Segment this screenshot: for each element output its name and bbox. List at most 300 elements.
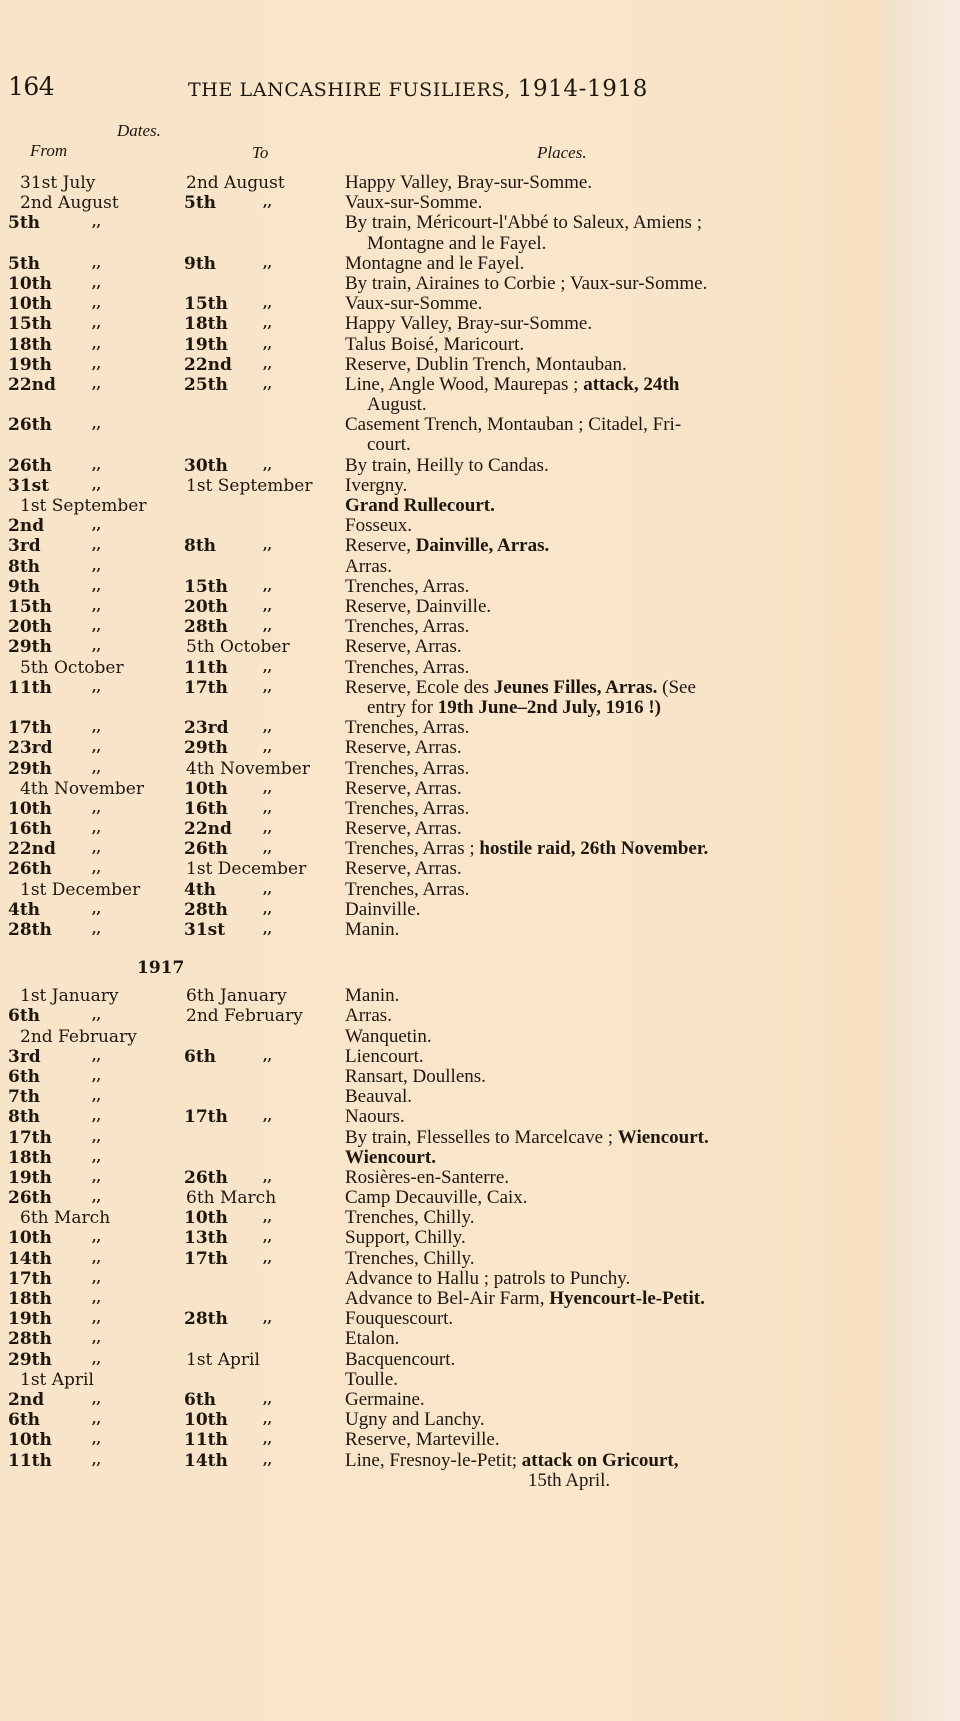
place-text: Trenches, Arras. — [345, 717, 470, 739]
from-date: 20th — [8, 617, 52, 638]
table-row — [0, 557, 880, 577]
from-date: 6th March — [20, 1208, 111, 1229]
from-ditto-mark: ,, — [92, 1432, 102, 1448]
from-date: 2nd August — [20, 193, 119, 214]
place-entry — [345, 1249, 793, 1269]
place-entry — [345, 819, 793, 839]
place-text: By train, Flesselles to Marcelcave ; Wiencourt. — [345, 1126, 709, 1148]
table-row — [0, 1249, 880, 1269]
place-text: Toulle. — [345, 1368, 399, 1390]
table-row — [0, 920, 880, 940]
to-ditto-mark: ,, — [263, 1311, 273, 1327]
to-ditto-mark: ,, — [263, 1210, 273, 1226]
table-row — [0, 1168, 880, 1188]
table-row — [0, 986, 880, 1006]
from-date: 8th — [8, 1107, 41, 1128]
place-text: Reserve, Marteville. — [345, 1429, 500, 1451]
place-entry — [345, 1451, 793, 1491]
place-text: Arras. — [345, 555, 392, 577]
from-date: 10th — [8, 798, 52, 819]
place-text — [345, 1147, 436, 1168]
from-date: 17th — [8, 1268, 52, 1289]
from-date: 5th — [8, 213, 41, 234]
table-row — [0, 900, 880, 920]
place-emphasis: attack, 24th — [583, 373, 680, 395]
place-continuation: August. — [367, 394, 427, 416]
from-date: 1st April — [20, 1369, 94, 1390]
place-entry — [345, 900, 793, 920]
place-entry — [345, 314, 793, 334]
to-ditto-mark: ,, — [263, 1250, 273, 1266]
to-date: 1st December — [186, 859, 307, 880]
place-entry — [345, 456, 793, 476]
place-entry — [345, 799, 793, 819]
place-entry — [345, 1067, 793, 1087]
to-ditto-mark: ,, — [263, 1230, 273, 1246]
from-ditto-mark: ,, — [92, 1089, 102, 1105]
place-entry — [345, 193, 793, 213]
from-ditto-mark: ,, — [92, 679, 102, 695]
place-entry — [345, 1087, 793, 1107]
to-ditto-mark: ,, — [263, 376, 273, 392]
place-text: Reserve, Dublin Trench, Montauban. — [345, 353, 627, 375]
page-number: 164 — [8, 72, 55, 101]
to-date: 29th — [184, 738, 228, 759]
to-ditto-mark: ,, — [263, 1452, 273, 1468]
to-ditto-mark: ,, — [263, 1432, 273, 1448]
to-date: 16th — [184, 798, 228, 819]
places-header: Places. — [537, 143, 587, 162]
place-text: Ransart, Doullens. — [345, 1065, 486, 1087]
table-row — [0, 799, 880, 819]
from-date: 1st January — [20, 986, 119, 1007]
place-text: Reserve, Dainville. — [345, 595, 492, 617]
table-row — [0, 718, 880, 738]
from-date: 18th — [8, 334, 52, 355]
to-date: 15th — [184, 576, 228, 597]
table-row — [0, 597, 880, 617]
table-row — [0, 839, 880, 859]
table-row — [0, 213, 880, 253]
place-entry — [345, 1370, 793, 1390]
from-date: 23rd — [8, 738, 53, 759]
to-ditto-mark: ,, — [263, 255, 273, 271]
from-date: 15th — [8, 314, 52, 335]
from-date: 7th — [8, 1087, 41, 1108]
year-label: 1917 — [137, 958, 185, 979]
place-text: Dainville. — [345, 898, 421, 920]
to-ditto-mark: ,, — [263, 1412, 273, 1428]
place-text: Happy Valley, Bray-sur-Somme. — [345, 172, 593, 193]
to-ditto-mark: ,, — [263, 336, 273, 352]
place-emphasis: Wiencourt. — [345, 1146, 436, 1168]
from-date: 2nd — [8, 1389, 45, 1410]
to-date: 1st September — [186, 475, 313, 496]
to-date: 20th — [184, 596, 228, 617]
place-continuation: Montagne and le Fayel. — [367, 232, 547, 254]
place-entry — [345, 294, 793, 314]
from-ditto-mark: ,, — [92, 1291, 102, 1306]
table-row — [0, 1329, 880, 1349]
place-text: Reserve, Dainville, Arras. — [345, 535, 550, 557]
table-row — [0, 193, 880, 213]
to-date: 6th — [184, 1046, 217, 1067]
from-date: 19th — [8, 354, 52, 375]
table-row — [0, 476, 880, 496]
table-row — [0, 1087, 880, 1107]
from-date: 31st — [8, 475, 50, 496]
place-entry — [345, 496, 793, 516]
from-date: 5th — [8, 253, 41, 274]
from-date: 10th — [8, 1430, 52, 1451]
place-text: Ivergny. — [345, 474, 408, 496]
from-header: From — [30, 141, 68, 160]
from-date: 6th — [8, 1066, 41, 1087]
place-text — [345, 495, 495, 516]
from-date: 22nd — [8, 839, 56, 860]
from-ditto-mark: ,, — [92, 316, 102, 332]
place-text: Vaux-sur-Somme. — [345, 293, 483, 315]
from-ditto-mark: ,, — [92, 477, 102, 493]
to-date: 25th — [184, 374, 228, 395]
to-date: 1st April — [186, 1349, 260, 1370]
table-row — [0, 375, 880, 415]
to-ditto-mark: ,, — [263, 619, 273, 635]
place-text: Trenches, Arras. — [345, 797, 470, 819]
place-text: Reserve, Arras. — [345, 818, 462, 840]
from-ditto-mark: ,, — [92, 1230, 102, 1246]
place-text: Trenches, Chilly. — [345, 1207, 475, 1229]
place-text: Naours. — [345, 1106, 405, 1128]
from-date: 29th — [8, 758, 52, 779]
to-ditto-mark: ,, — [263, 740, 273, 756]
from-ditto-mark: ,, — [92, 1169, 102, 1185]
to-date: 8th — [184, 536, 217, 557]
to-ditto-mark: ,, — [263, 821, 273, 837]
place-text: Montagne and le Fayel. — [345, 252, 525, 274]
place-entry — [345, 557, 793, 577]
place-text: By train, Airaines to Corbie ; Vaux-sur-Somme. — [345, 272, 708, 294]
to-ditto-mark: ,, — [263, 195, 273, 211]
to-date: 17th — [184, 677, 228, 698]
place-entry — [345, 1430, 793, 1450]
place-entry — [345, 986, 793, 1006]
from-ditto-mark: ,, — [92, 457, 102, 473]
place-entry — [345, 1006, 793, 1026]
place-text: Rosières-en-Santerre. — [345, 1166, 510, 1188]
place-text: Wanquetin. — [345, 1025, 432, 1047]
place-entry — [345, 617, 793, 637]
place-emphasis: 19th June–2nd July, 1916 !) — [437, 696, 661, 718]
table-row — [0, 1208, 880, 1228]
from-ditto-mark: ,, — [92, 376, 102, 392]
to-date: 28th — [184, 617, 228, 638]
from-date: 1st September — [20, 496, 147, 517]
to-date: 10th — [184, 1208, 228, 1229]
place-entry — [345, 577, 793, 597]
to-date: 17th — [184, 1107, 228, 1128]
place-entry — [345, 1309, 793, 1329]
table-row — [0, 880, 880, 900]
place-entry — [345, 1168, 793, 1188]
to-date: 11th — [184, 1430, 228, 1451]
place-text: Manin. — [345, 919, 400, 940]
place-text: Casement Trench, Montauban ; Citadel, Fri- — [345, 414, 682, 436]
from-date: 2nd February — [20, 1026, 137, 1047]
from-ditto-mark: ,, — [92, 1452, 102, 1468]
table-row — [0, 637, 880, 657]
running-head — [0, 72, 880, 112]
place-text: Reserve, Arras. — [345, 636, 462, 658]
place-text: Advance to Hallu ; patrols to Punchy. — [345, 1267, 631, 1289]
from-ditto-mark: ,, — [92, 861, 102, 877]
to-ditto-mark: ,, — [263, 1048, 273, 1064]
place-text: Happy Valley, Bray-sur-Somme. — [345, 313, 593, 335]
title-text: THE LANCASHIRE FUSILIERS, — [188, 79, 512, 101]
table-row — [0, 759, 880, 779]
table-row — [0, 819, 880, 839]
place-text: By train, Méricourt-l'Abbé to Saleux, Amiens ; — [345, 212, 702, 234]
from-date: 28th — [8, 1329, 52, 1350]
place-entry — [345, 415, 793, 455]
table-row — [0, 1390, 880, 1410]
to-date: 6th — [184, 1389, 217, 1410]
place-text: Liencourt. — [345, 1045, 424, 1067]
place-entry — [345, 718, 793, 738]
table-row — [0, 1430, 880, 1450]
to-date: 14th — [184, 1450, 228, 1471]
from-ditto-mark: ,, — [92, 598, 102, 614]
place-text: Trenches, Arras. — [345, 616, 470, 638]
from-date: 9th — [8, 576, 41, 597]
table-row — [0, 1067, 880, 1087]
table-row — [0, 1269, 880, 1289]
to-ditto-mark: ,, — [263, 1109, 273, 1125]
place-entry — [345, 1289, 793, 1309]
from-ditto-mark: ,, — [92, 215, 102, 231]
table-row — [0, 1350, 880, 1370]
table-row — [0, 1128, 880, 1148]
title-years: 1914-1918 — [517, 76, 648, 102]
place-text: By train, Heilly to Candas. — [345, 454, 549, 476]
from-date: 18th — [8, 1289, 52, 1309]
table-row — [0, 1228, 880, 1248]
place-text: Arras. — [345, 1005, 392, 1027]
from-ditto-mark: ,, — [92, 417, 102, 433]
from-date: 26th — [8, 455, 52, 476]
to-date: 31st — [184, 920, 226, 940]
from-date: 26th — [8, 415, 52, 436]
place-entry — [345, 637, 793, 657]
table-row — [0, 1188, 880, 1208]
from-date: 10th — [8, 1228, 52, 1249]
place-text: Etalon. — [345, 1328, 400, 1350]
to-ditto-mark: ,, — [263, 679, 273, 695]
from-ditto-mark: ,, — [92, 1412, 102, 1428]
to-ditto-mark: ,, — [263, 578, 273, 594]
place-emphasis: Wiencourt. — [617, 1126, 709, 1148]
place-entry — [345, 1027, 793, 1047]
table-row — [0, 335, 880, 355]
from-date: 10th — [8, 294, 52, 315]
to-ditto-mark: ,, — [263, 841, 273, 857]
place-entry — [345, 1228, 793, 1248]
from-date: 3rd — [8, 536, 41, 557]
from-date: 10th — [8, 273, 52, 294]
place-entry — [345, 920, 793, 940]
from-date: 22nd — [8, 374, 56, 395]
to-date: 2nd February — [186, 1006, 303, 1027]
from-date: 29th — [8, 637, 52, 658]
from-ditto-mark: ,, — [92, 558, 102, 574]
to-ditto-mark: ,, — [263, 659, 273, 675]
to-ditto-mark: ,, — [263, 356, 273, 372]
place-entry — [345, 1188, 793, 1208]
table-row — [0, 516, 880, 536]
place-text: Beauval. — [345, 1086, 413, 1108]
table-row — [0, 415, 880, 455]
table-row — [0, 577, 880, 597]
to-ditto-mark: ,, — [263, 901, 273, 917]
place-entry — [345, 1047, 793, 1067]
place-entry — [345, 1148, 793, 1168]
from-ditto-mark: ,, — [92, 901, 102, 917]
place-text: Trenches, Chilly. — [345, 1247, 475, 1269]
place-text: Germaine. — [345, 1388, 425, 1410]
place-entry — [345, 536, 793, 556]
place-entry — [345, 1390, 793, 1410]
to-date: 10th — [184, 1410, 228, 1431]
place-entry — [345, 355, 793, 375]
place-entry — [345, 658, 793, 678]
from-ditto-mark: ,, — [92, 760, 102, 776]
table-row — [0, 678, 880, 718]
to-date: 4th November — [186, 758, 310, 779]
place-entry — [345, 173, 793, 193]
from-ditto-mark: ,, — [92, 841, 102, 857]
from-ditto-mark: ,, — [92, 296, 102, 312]
from-date: 6th — [8, 1410, 41, 1431]
place-text: Camp Decauville, Caix. — [345, 1187, 528, 1209]
to-ditto-mark: ,, — [263, 881, 273, 897]
from-date: 5th October — [20, 657, 124, 678]
place-entry — [345, 1128, 793, 1148]
from-date: 1st December — [20, 879, 141, 900]
from-ditto-mark: ,, — [92, 639, 102, 655]
place-text: Line, Angle Wood, Maurepas ; attack, 24th — [345, 373, 680, 395]
place-entry — [345, 213, 793, 253]
table-row — [0, 294, 880, 314]
place-text: Reserve, Arras. — [345, 777, 462, 799]
place-entry — [345, 1269, 793, 1289]
from-ditto-mark: ,, — [92, 578, 102, 594]
from-date: 4th November — [20, 778, 144, 799]
from-ditto-mark: ,, — [92, 1311, 102, 1327]
place-emphasis: Grand Rullecourt. — [345, 495, 495, 517]
table-row — [0, 1027, 880, 1047]
to-date: 6th January — [186, 986, 287, 1007]
place-text: Fosseux. — [345, 515, 413, 537]
from-ditto-mark: ,, — [92, 800, 102, 816]
to-ditto-mark: ,, — [263, 922, 273, 937]
place-entry — [345, 375, 793, 415]
place-entry — [345, 1208, 793, 1228]
place-entry — [345, 516, 793, 536]
from-ditto-mark: ,, — [92, 740, 102, 756]
table-row — [0, 496, 880, 516]
place-entry — [345, 678, 793, 718]
from-date: 19th — [8, 1309, 52, 1330]
to-date: 11th — [184, 657, 228, 678]
from-date: 4th — [8, 899, 41, 920]
table-row — [0, 1006, 880, 1026]
place-emphasis: hostile raid, 26th November. — [479, 838, 709, 860]
to-date: 26th — [184, 839, 228, 860]
place-text: Reserve, Arras. — [345, 737, 462, 759]
to-ditto-mark: ,, — [263, 457, 273, 473]
to-ditto-mark: ,, — [263, 296, 273, 312]
to-date: 22nd — [184, 354, 232, 375]
to-ditto-mark: ,, — [263, 800, 273, 816]
to-ditto-mark: ,, — [263, 316, 273, 332]
from-ditto-mark: ,, — [92, 1068, 102, 1084]
from-date: 17th — [8, 1127, 52, 1148]
to-ditto-mark: ,, — [263, 538, 273, 554]
to-date: 26th — [184, 1167, 228, 1188]
table-row — [0, 254, 880, 274]
from-date: 31st July — [20, 173, 96, 193]
table-row — [0, 314, 880, 334]
to-date: 19th — [184, 334, 228, 355]
from-ditto-mark: ,, — [92, 1391, 102, 1407]
from-ditto-mark: ,, — [92, 336, 102, 352]
from-ditto-mark: ,, — [92, 1250, 102, 1266]
from-date: 17th — [8, 718, 52, 739]
place-text: Vaux-sur-Somme. — [345, 192, 483, 214]
itinerary-table — [0, 173, 880, 1491]
to-date: 9th — [184, 253, 217, 274]
place-emphasis: attack on Gricourt, — [521, 1449, 679, 1471]
place-entry — [345, 1107, 793, 1127]
table-row — [0, 355, 880, 375]
to-date: 4th — [184, 879, 217, 900]
place-text: Support, Chilly. — [345, 1227, 466, 1249]
from-ditto-mark: ,, — [92, 356, 102, 372]
to-date: 5th October — [186, 637, 290, 658]
table-row — [0, 1410, 880, 1430]
place-text: Manin. — [345, 985, 400, 1007]
to-ditto-mark: ,, — [263, 720, 273, 736]
from-ditto-mark: ,, — [92, 922, 102, 937]
from-ditto-mark: ,, — [92, 619, 102, 635]
place-text: Reserve, Ecole des Jeunes Filles, Arras. (See — [345, 676, 696, 698]
table-row — [0, 1309, 880, 1329]
to-date: 5th — [184, 193, 217, 214]
place-entry — [345, 738, 793, 758]
place-text: Advance to Bel-Air Farm, Hyencourt-le-Petit. — [345, 1288, 705, 1309]
to-date: 22nd — [184, 819, 232, 840]
to-date: 13th — [184, 1228, 228, 1249]
place-continuation: court. — [367, 434, 411, 456]
place-text: Trenches, Arras. — [345, 575, 470, 597]
from-ditto-mark: ,, — [92, 275, 102, 291]
from-date: 19th — [8, 1167, 52, 1188]
place-entry — [345, 779, 793, 799]
place-text: Fouquescourt. — [345, 1308, 454, 1330]
from-date: 15th — [8, 596, 52, 617]
place-entry — [345, 335, 793, 355]
from-date: 18th — [8, 1147, 52, 1168]
